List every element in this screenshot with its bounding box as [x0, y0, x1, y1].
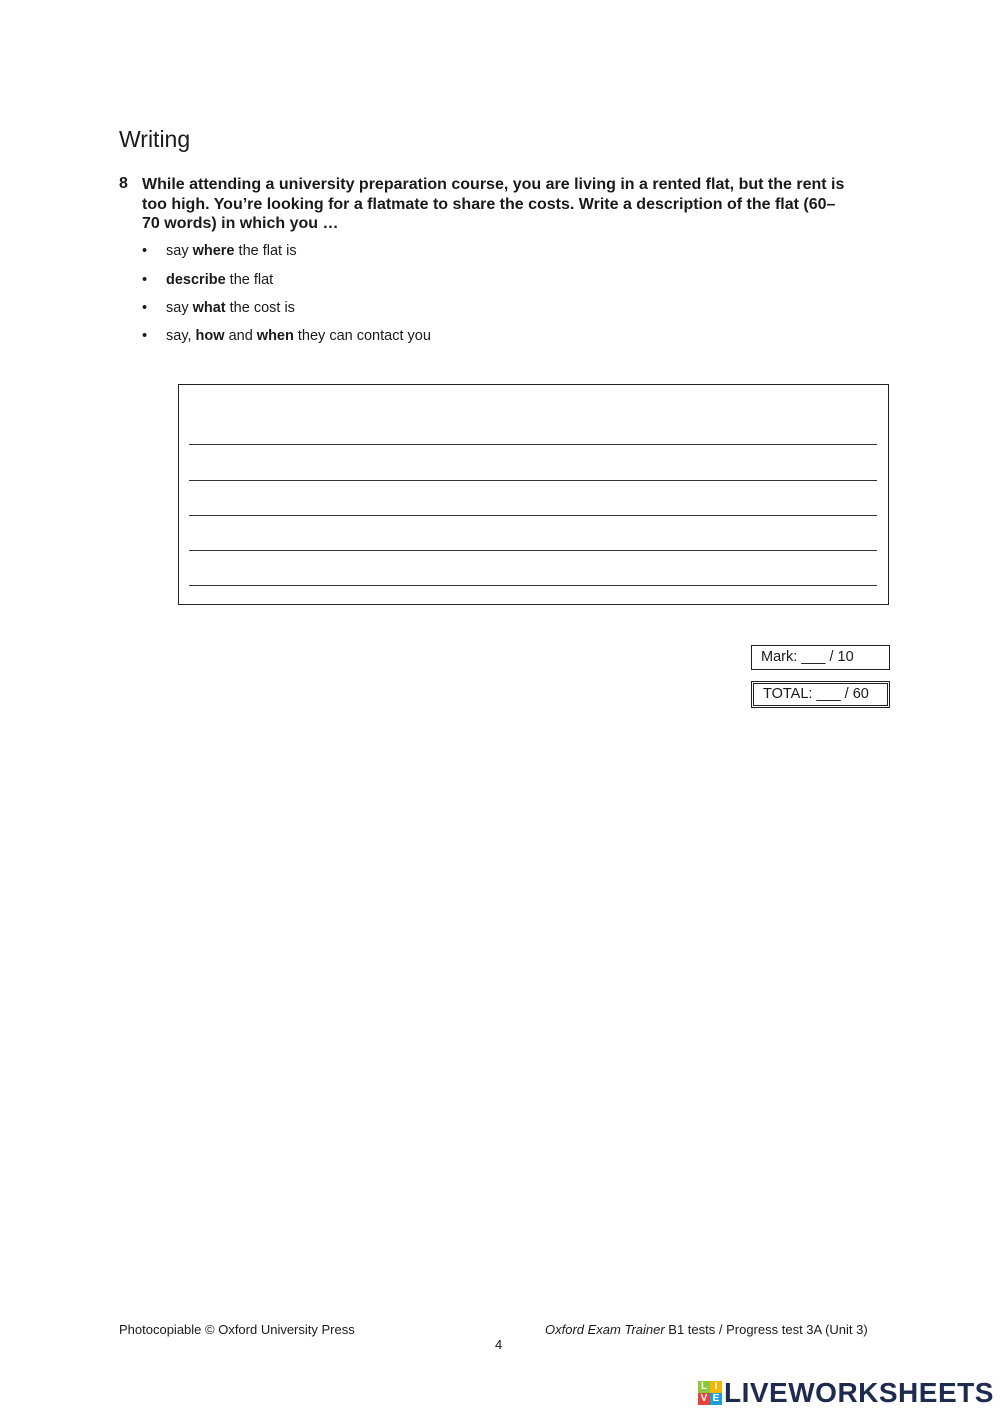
logo-letter: E [710, 1393, 722, 1405]
question-line-3: 70 words) in which you … [142, 215, 339, 232]
liveworksheets-icon [698, 1381, 722, 1405]
liveworksheets-text: LIVEWORKSHEETS [724, 1377, 994, 1408]
liveworksheets-logo [698, 1378, 994, 1408]
logo-letter: I [710, 1381, 722, 1393]
answer-line[interactable] [189, 515, 877, 516]
page-number: 4 [495, 1337, 503, 1352]
logo-letter: V [698, 1393, 710, 1405]
bullet-text: say, how and when they can contact you [166, 328, 431, 344]
total-box: TOTAL: ___ / 60 [751, 681, 890, 708]
question-line-2: too high. You’re looking for a flatmate to share the costs. Write a description of the flat (60– [142, 195, 836, 213]
bullet-icon: • [142, 243, 148, 259]
answer-box[interactable] [178, 384, 889, 605]
question-text [142, 175, 892, 234]
answer-line[interactable] [189, 480, 877, 481]
bullet-text: describe the flat [166, 272, 274, 288]
bullet-icon: • [142, 300, 148, 316]
footer-copyright: Photocopiable © Oxford University Press [119, 1322, 355, 1337]
bullet-icon: • [142, 328, 148, 344]
section-title: Writing [119, 126, 191, 152]
question-number: 8 [119, 175, 128, 192]
question-line-1: While attending a university preparation course, you are living in a rented flat, but the rent is [142, 176, 845, 193]
footer-test-info: Oxford Exam Trainer B1 tests / Progress test 3A (Unit 3) [545, 1322, 868, 1337]
bullet-icon: • [142, 272, 148, 288]
answer-line[interactable] [189, 444, 877, 445]
mark-box: Mark: ___ / 10 [751, 645, 890, 670]
logo-letter: L [698, 1381, 710, 1393]
answer-line[interactable] [189, 550, 877, 551]
bullet-text: say what the cost is [166, 300, 295, 316]
answer-line[interactable] [189, 585, 877, 586]
bullet-text: say where the flat is [166, 243, 297, 259]
